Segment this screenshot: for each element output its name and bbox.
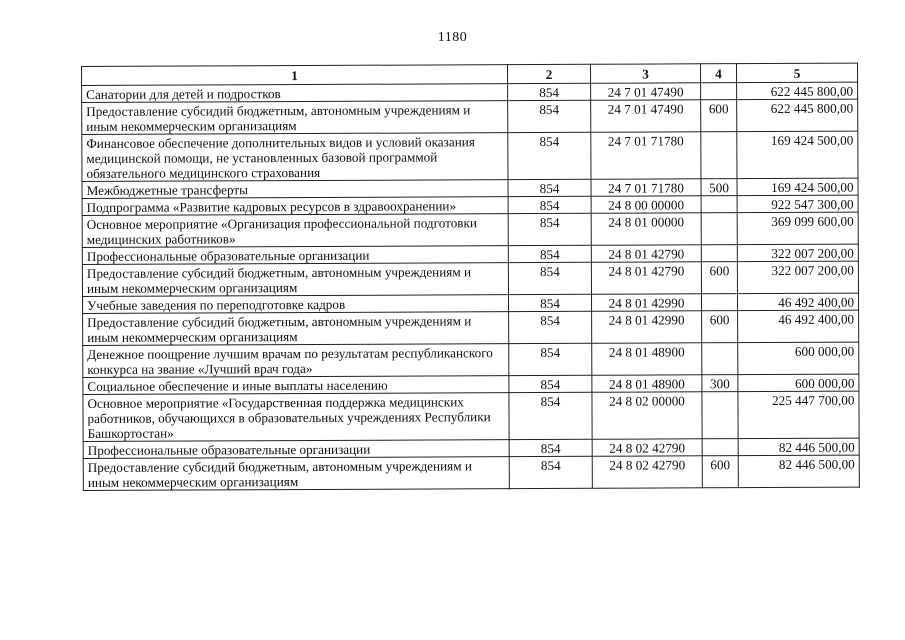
row-target-article-cell: 24 7 01 71780 bbox=[591, 179, 701, 196]
row-target-article-cell: 24 7 01 47490 bbox=[591, 100, 701, 132]
row-amount-cell: 225 447 700,00 bbox=[738, 391, 859, 439]
row-amount-cell: 369 099 600,00 bbox=[737, 212, 858, 245]
table-row bbox=[83, 455, 859, 490]
page-number: 1180 bbox=[437, 30, 468, 45]
row-expense-type-cell: 600 bbox=[701, 100, 737, 132]
row-target-article-cell: 24 8 01 42990 bbox=[592, 294, 702, 311]
row-name-cell: Основное мероприятие «Организация профессиональной подготовки медицинских работников» bbox=[82, 214, 508, 248]
table-row bbox=[82, 131, 858, 181]
row-department-code-cell: 854 bbox=[508, 213, 591, 245]
budget-table bbox=[81, 63, 860, 491]
row-department-code-cell: 854 bbox=[508, 100, 591, 132]
table-row bbox=[83, 342, 859, 377]
table-row bbox=[82, 99, 858, 134]
row-target-article-cell: 24 8 01 48900 bbox=[592, 343, 702, 375]
row-amount-cell: 922 547 300,00 bbox=[737, 195, 858, 213]
row-expense-type-cell bbox=[702, 343, 738, 375]
row-amount-cell: 82 446 500,00 bbox=[738, 438, 859, 456]
row-amount-cell: 82 446 500,00 bbox=[738, 455, 859, 488]
row-expense-type-cell bbox=[701, 132, 737, 179]
column-header-3: 3 bbox=[590, 64, 700, 83]
row-target-article-cell: 24 8 01 48900 bbox=[592, 375, 702, 392]
row-department-code-cell: 854 bbox=[509, 392, 592, 439]
row-name-cell: Профессиональные образовательные организации bbox=[83, 440, 509, 459]
row-name-cell: Межбюджетные трансферты bbox=[82, 180, 508, 199]
row-amount-cell: 622 445 800,00 bbox=[737, 99, 858, 132]
row-name-cell: Профессиональные образовательные организации bbox=[82, 246, 508, 265]
row-target-article-cell: 24 7 01 71780 bbox=[591, 132, 701, 179]
column-header-2: 2 bbox=[507, 64, 590, 83]
row-expense-type-cell: 500 bbox=[701, 179, 737, 196]
row-expense-type-cell: 600 bbox=[702, 456, 738, 488]
row-department-code-cell: 854 bbox=[509, 311, 592, 343]
row-department-code-cell: 854 bbox=[508, 132, 591, 179]
row-amount-cell: 600 000,00 bbox=[738, 374, 859, 392]
row-name-cell: Предоставление субсидий бюджетным, автономным учреждениям и иным некоммерческим организациям bbox=[83, 457, 509, 491]
row-target-article-cell: 24 8 01 42790 bbox=[591, 262, 701, 294]
row-name-cell: Предоставление субсидий бюджетным, автономным учреждениям и иным некоммерческим организациям bbox=[82, 101, 508, 135]
column-header-4: 4 bbox=[700, 64, 736, 83]
row-department-code-cell: 854 bbox=[509, 456, 592, 488]
row-amount-cell: 622 445 800,00 bbox=[737, 82, 858, 100]
row-amount-cell: 46 492 400,00 bbox=[737, 293, 858, 311]
row-target-article-cell: 24 8 02 42790 bbox=[592, 456, 702, 488]
row-department-code-cell: 854 bbox=[508, 196, 591, 213]
row-expense-type-cell bbox=[701, 294, 737, 311]
row-target-article-cell: 24 8 01 42790 bbox=[591, 245, 701, 262]
row-expense-type-cell: 600 bbox=[701, 262, 737, 294]
column-header-5: 5 bbox=[736, 63, 857, 83]
row-name-cell: Предоставление субсидий бюджетным, автономным учреждениям и иным некоммерческим организациям bbox=[82, 263, 508, 297]
row-amount-cell: 169 424 500,00 bbox=[737, 178, 858, 196]
row-name-cell: Предоставление субсидий бюджетным, автономным учреждениям и иным некоммерческим организациям bbox=[83, 312, 509, 346]
row-target-article-cell: 24 7 01 47490 bbox=[591, 83, 701, 100]
row-department-code-cell: 854 bbox=[508, 262, 591, 294]
row-department-code-cell: 854 bbox=[508, 83, 591, 100]
table-body bbox=[82, 82, 860, 490]
row-expense-type-cell: 600 bbox=[702, 311, 738, 343]
table-row bbox=[83, 391, 859, 441]
row-expense-type-cell bbox=[702, 392, 738, 439]
row-name-cell: Основное мероприятие «Государственная поддержка медицинских работников, обучающихся в образовательных учреждениях Республики Башкортостан» bbox=[83, 393, 509, 442]
table-row bbox=[82, 261, 858, 296]
row-department-code-cell: 854 bbox=[509, 375, 592, 392]
row-amount-cell: 600 000,00 bbox=[738, 342, 859, 375]
row-name-cell: Учебные заведения по переподготовке кадров bbox=[83, 295, 509, 314]
row-expense-type-cell bbox=[702, 439, 738, 456]
row-name-cell: Денежное поощрение лучшим врачам по результатам республиканского конкурса на звание «Лучший врач года» bbox=[83, 344, 509, 378]
row-name-cell: Социальное обеспечение и иные выплаты населению bbox=[83, 376, 509, 395]
row-amount-cell: 322 007 200,00 bbox=[737, 261, 858, 294]
row-expense-type-cell bbox=[701, 196, 737, 213]
row-department-code-cell: 854 bbox=[508, 179, 591, 196]
row-name-cell: Финансовое обеспечение дополнительных видов и условий оказания медицинской помощи, не установленных базовой программой обязательного медицинского страхования bbox=[82, 133, 508, 182]
row-expense-type-cell bbox=[701, 245, 737, 262]
row-amount-cell: 46 492 400,00 bbox=[738, 310, 859, 343]
row-name-cell: Санатории для детей и подростков bbox=[82, 84, 508, 103]
row-expense-type-cell bbox=[701, 213, 737, 245]
row-target-article-cell: 24 8 01 42990 bbox=[592, 311, 702, 343]
row-target-article-cell: 24 8 02 00000 bbox=[592, 392, 702, 439]
row-department-code-cell: 854 bbox=[509, 294, 592, 311]
row-name-cell: Подпрограмма «Развитие кадровых ресурсов в здравоохранении» bbox=[82, 197, 508, 216]
table-row bbox=[82, 212, 858, 247]
row-amount-cell: 322 007 200,00 bbox=[737, 244, 858, 262]
table-row bbox=[83, 310, 859, 345]
row-amount-cell: 169 424 500,00 bbox=[737, 131, 858, 179]
row-target-article-cell: 24 8 02 42790 bbox=[592, 439, 702, 456]
row-department-code-cell: 854 bbox=[509, 343, 592, 375]
row-expense-type-cell bbox=[701, 83, 737, 100]
row-department-code-cell: 854 bbox=[509, 439, 592, 456]
column-header-1: 1 bbox=[82, 65, 508, 86]
row-target-article-cell: 24 8 01 00000 bbox=[591, 213, 701, 245]
row-expense-type-cell: 300 bbox=[702, 375, 738, 392]
row-target-article-cell: 24 8 00 00000 bbox=[591, 196, 701, 213]
row-department-code-cell: 854 bbox=[508, 245, 591, 262]
